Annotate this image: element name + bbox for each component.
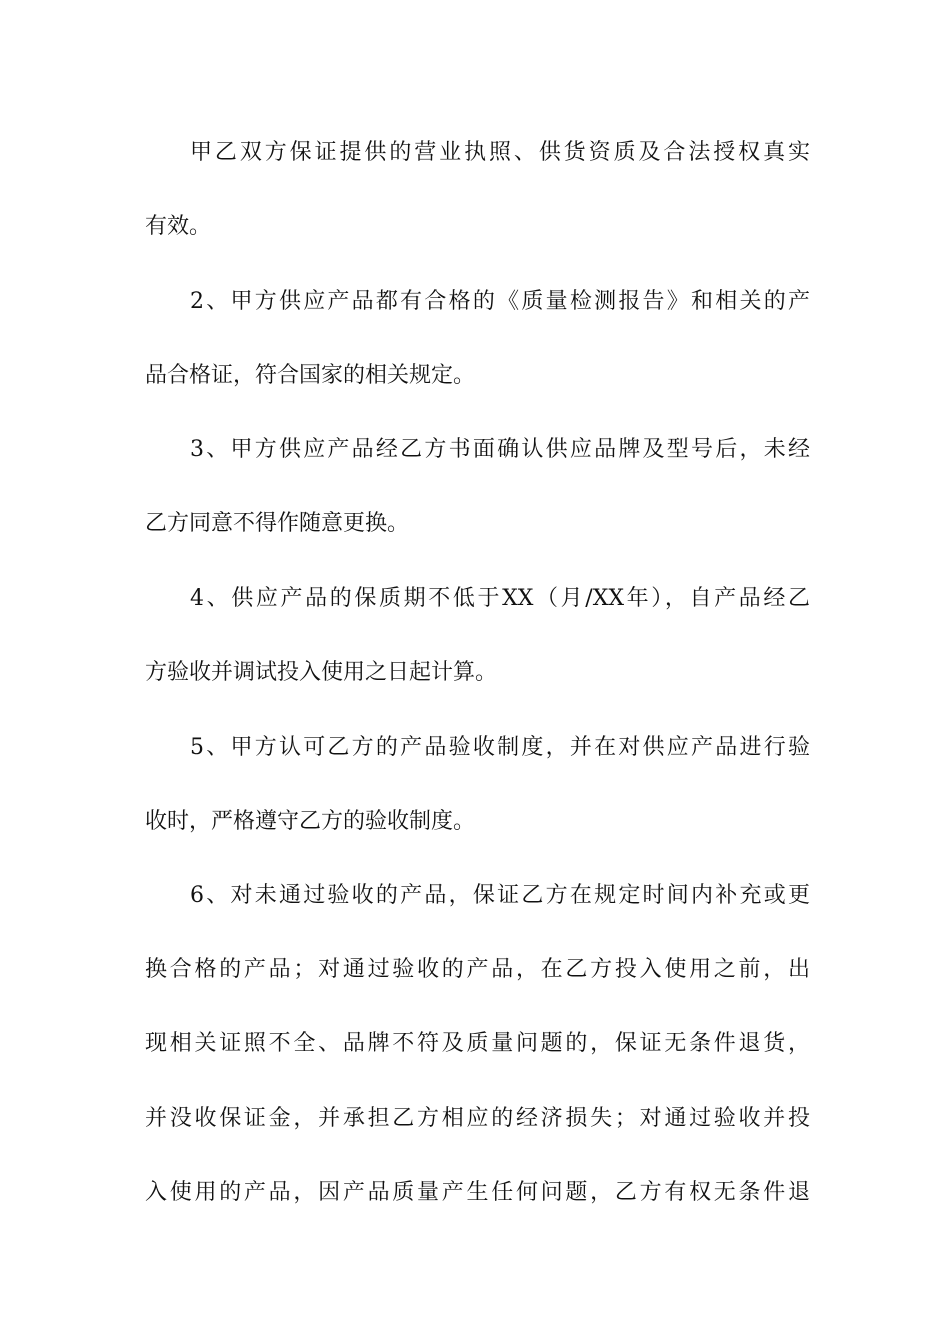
paragraph-line: 现相关证照不全、品牌不符及质量问题的，保证无条件退货， [145,1031,810,1056]
paragraph-line: 入使用的产品，因产品质量产生任何问题，乙方有权无条件退 [145,1180,810,1205]
paragraph-line: 5、甲方认可乙方的产品验收制度，并在对供应产品进行验 [190,735,810,760]
paragraph-line: 3、甲方供应产品经乙方书面确认供应品牌及型号后，未经 [190,437,810,462]
paragraph-line: 换合格的产品；对通过验收的产品，在乙方投入使用之前，出 [145,957,810,982]
paragraph-line: 收时，严格遵守乙方的验收制度。 [145,809,476,834]
paragraph-line: 6、对未通过验收的产品，保证乙方在规定时间内补充或更 [190,883,810,908]
paragraph-line: 并没收保证金，并承担乙方相应的经济损失；对通过验收并投 [145,1106,810,1131]
paragraph-line: 2、甲方供应产品都有合格的《质量检测报告》和相关的产 [190,289,810,314]
paragraph-line: 乙方同意不得作随意更换。 [145,511,410,536]
paragraph-line: 品合格证，符合国家的相关规定。 [145,363,476,388]
paragraph-line: 方验收并调试投入使用之日起计算。 [145,660,498,685]
paragraph-line: 甲乙双方保证提供的营业执照、供货资质及合法授权真实 [190,140,810,165]
paragraph-line: 4、供应产品的保质期不低于XX（月/XX年），自产品经乙 [190,586,810,611]
paragraph-line: 有效。 [145,214,212,239]
